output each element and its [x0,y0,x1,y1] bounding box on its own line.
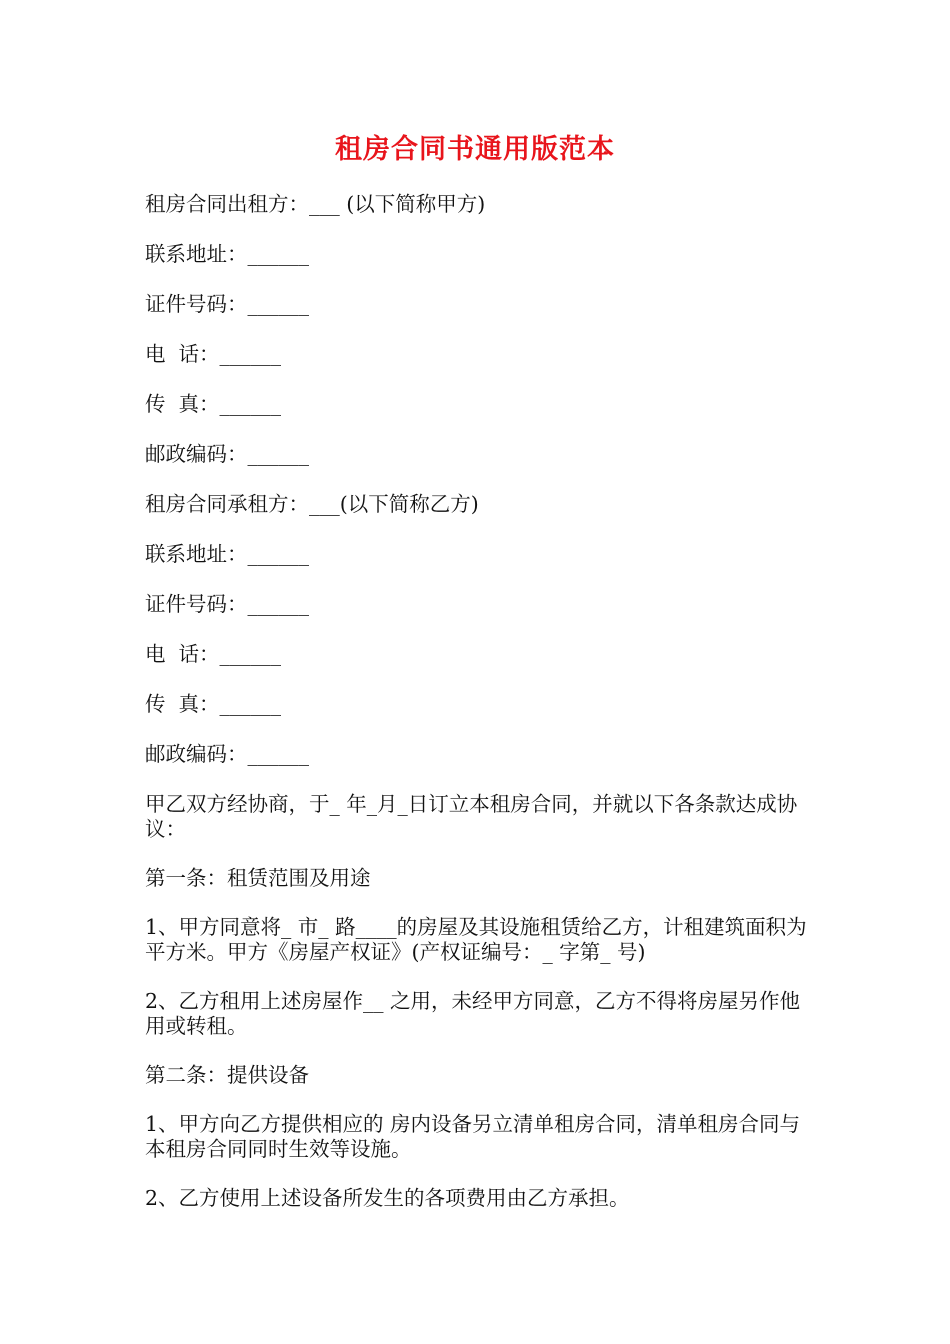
article-1-heading: 第一条：租赁范围及用途 [145,866,371,890]
document-title: 租房合同书通用版范本 [335,134,615,165]
article-2-item-1: 1、甲方向乙方提供相应的 房内设备另立清单租房合同，清单租房合同与本租房合同同时生效等设施。 [145,1112,801,1161]
lessor-postcode: 邮政编码：______ [145,442,309,466]
lessee-line: 租房合同承租方：___(以下简称乙方) [145,492,479,516]
lessor-address: 联系地址：______ [145,242,309,266]
lessor-line: 租房合同出租方：___ (以下简称甲方) [145,192,486,216]
article-2-item-2: 2、乙方使用上述设备所发生的各项费用由乙方承担。 [145,1186,630,1210]
lessee-postcode: 邮政编码：______ [145,742,309,766]
lessee-id-number: 证件号码：______ [145,592,309,616]
lessee-fax: 传 真：______ [145,692,282,716]
article-1-item-2: 2、乙方租用上述房屋作__ 之用，未经甲方同意，乙方不得将房屋另作他用或转租。 [145,989,801,1038]
lessor-id-number: 证件号码：______ [145,292,309,316]
intro-paragraph: 甲乙双方经协商，于_ 年_月_日订立本租房合同，并就以下各条款达成协议： [145,792,798,841]
article-1-item-1: 1、甲方同意将_ 市_ 路____的房屋及其设施租赁给乙方，计租建筑面积为平方米。甲方《房屋产权证》(产权证编号：_ 字第_ 号) [145,915,807,964]
lessor-fax: 传 真：______ [145,392,282,416]
lessee-address: 联系地址：______ [145,542,309,566]
lessor-phone: 电 话：______ [145,342,282,366]
article-2-heading: 第二条：提供设备 [145,1063,309,1087]
lessee-phone: 电 话：______ [145,642,282,666]
document-body [145,192,815,1235]
